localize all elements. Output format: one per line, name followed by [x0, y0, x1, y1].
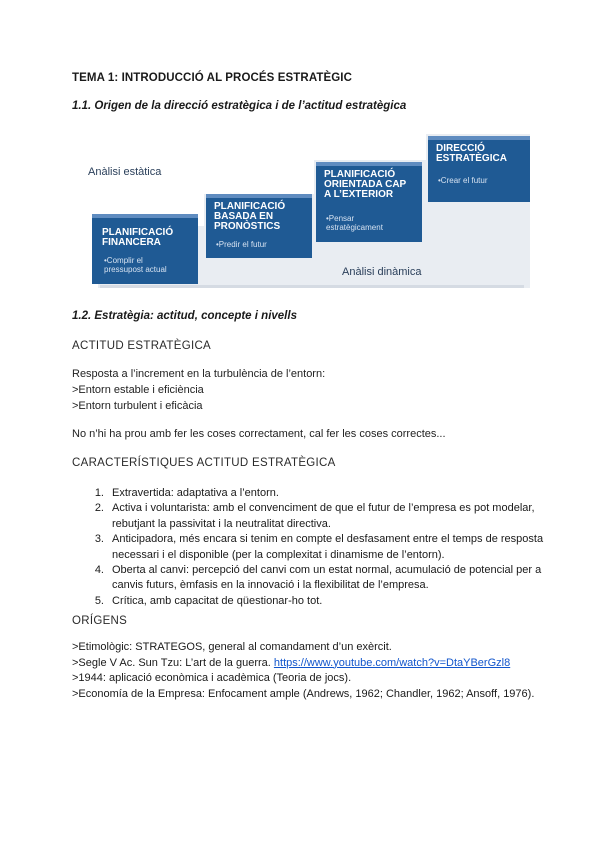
step-4-description: •Crear el futur	[438, 176, 488, 185]
section-1-2-heading: 1.2. Estratègia: actitud, concepte i nivells	[72, 310, 297, 322]
static-analysis-label: Anàlisi estàtica	[88, 166, 162, 178]
list-item: 3. Anticipadora, més encara si tenim en compte el desfasament entre el temps de resposta necessari i el disponible (per la complexitat i dinamisme de l’entorn).	[94, 533, 544, 561]
step-3-title: PLANIFICACIÓ ORIENTADA CAP A L’EXTERIOR	[324, 169, 407, 200]
list-item: 5. Crítica, amb capacitat de qüestionar-ho tot.	[94, 594, 323, 607]
step-2-description: •Predir el futur	[216, 240, 267, 249]
origens-heading: ORÍGENS	[72, 615, 128, 627]
dynamic-analysis-label: Anàlisi dinàmica	[342, 266, 422, 278]
turbulence-paragraph: Resposta a l’increment en la turbulència de l’entorn: >Entorn estable i eficiència >Entorn turbulent i eficàcia	[72, 368, 326, 412]
step-1-description: •Complir el pressupost actual	[104, 256, 167, 274]
origens-line-economia: >Economía de la Empresa: Enfocament ample (Andrews, 1962; Chandler, 1962; Ansoff, 1976).	[72, 687, 535, 700]
characteristics-list	[86, 486, 546, 609]
list-item: 4. Oberta al canvi: percepció del canvi com un estat normal, acumulació de potencial per a canvis futurs, èmfasis en la innovació i la flexibilitat de l’empresa.	[94, 564, 542, 592]
strategy-evolution-diagram	[86, 128, 530, 290]
page-title: TEMA 1: INTRODUCCIÓ AL PROCÉS ESTRATÈGIC	[72, 72, 353, 84]
actitud-heading: ACTITUD ESTRATÈGICA	[72, 340, 212, 352]
section-1-1-heading: 1.1. Origen de la direcció estratègica i de l’actitud estratègica	[72, 100, 407, 112]
caracteristiques-heading: CARACTERÍSTIQUES ACTITUD ESTRATÈGICA	[72, 457, 336, 469]
origens-list	[72, 640, 542, 702]
step-2-title: PLANIFICACIÓ BASADA EN PRONÒSTICS	[214, 201, 286, 232]
youtube-link[interactable]: https://www.youtube.com/watch?v=DtaYBerGzl8	[273, 656, 511, 669]
correct-things-paragraph: No n’hi ha prou amb fer les coses correctament, cal fer les coses correctes...	[72, 428, 446, 440]
step-4-title: DIRECCIÓ ESTRATÈGICA	[436, 143, 507, 164]
list-item: 1. Extravertida: adaptativa a l’entorn.	[94, 487, 279, 499]
step-3-description: •Pensar estratègicament	[326, 214, 383, 232]
origens-line-1944: >1944: aplicació econòmica i acadèmica (Teoria de jocs).	[72, 672, 352, 684]
list-item: 2. Activa i voluntarista: amb el convenciment de que el futur de l’empresa es pot modelar, rebutjant la passivitat i la neutralitat directiva.	[94, 502, 535, 530]
step-1-title: PLANIFICACIÓ FINANCERA	[102, 227, 174, 248]
origens-line-sun-tzu: >Segle V Ac. Sun Tzu: L’art de la guerra. https://www.youtube.com/watch?v=DtaYBerGzl8	[72, 656, 511, 669]
origens-line-etimologic: >Etimològic: STRATEGOS, general al comandament d’un exèrcit.	[72, 641, 392, 653]
